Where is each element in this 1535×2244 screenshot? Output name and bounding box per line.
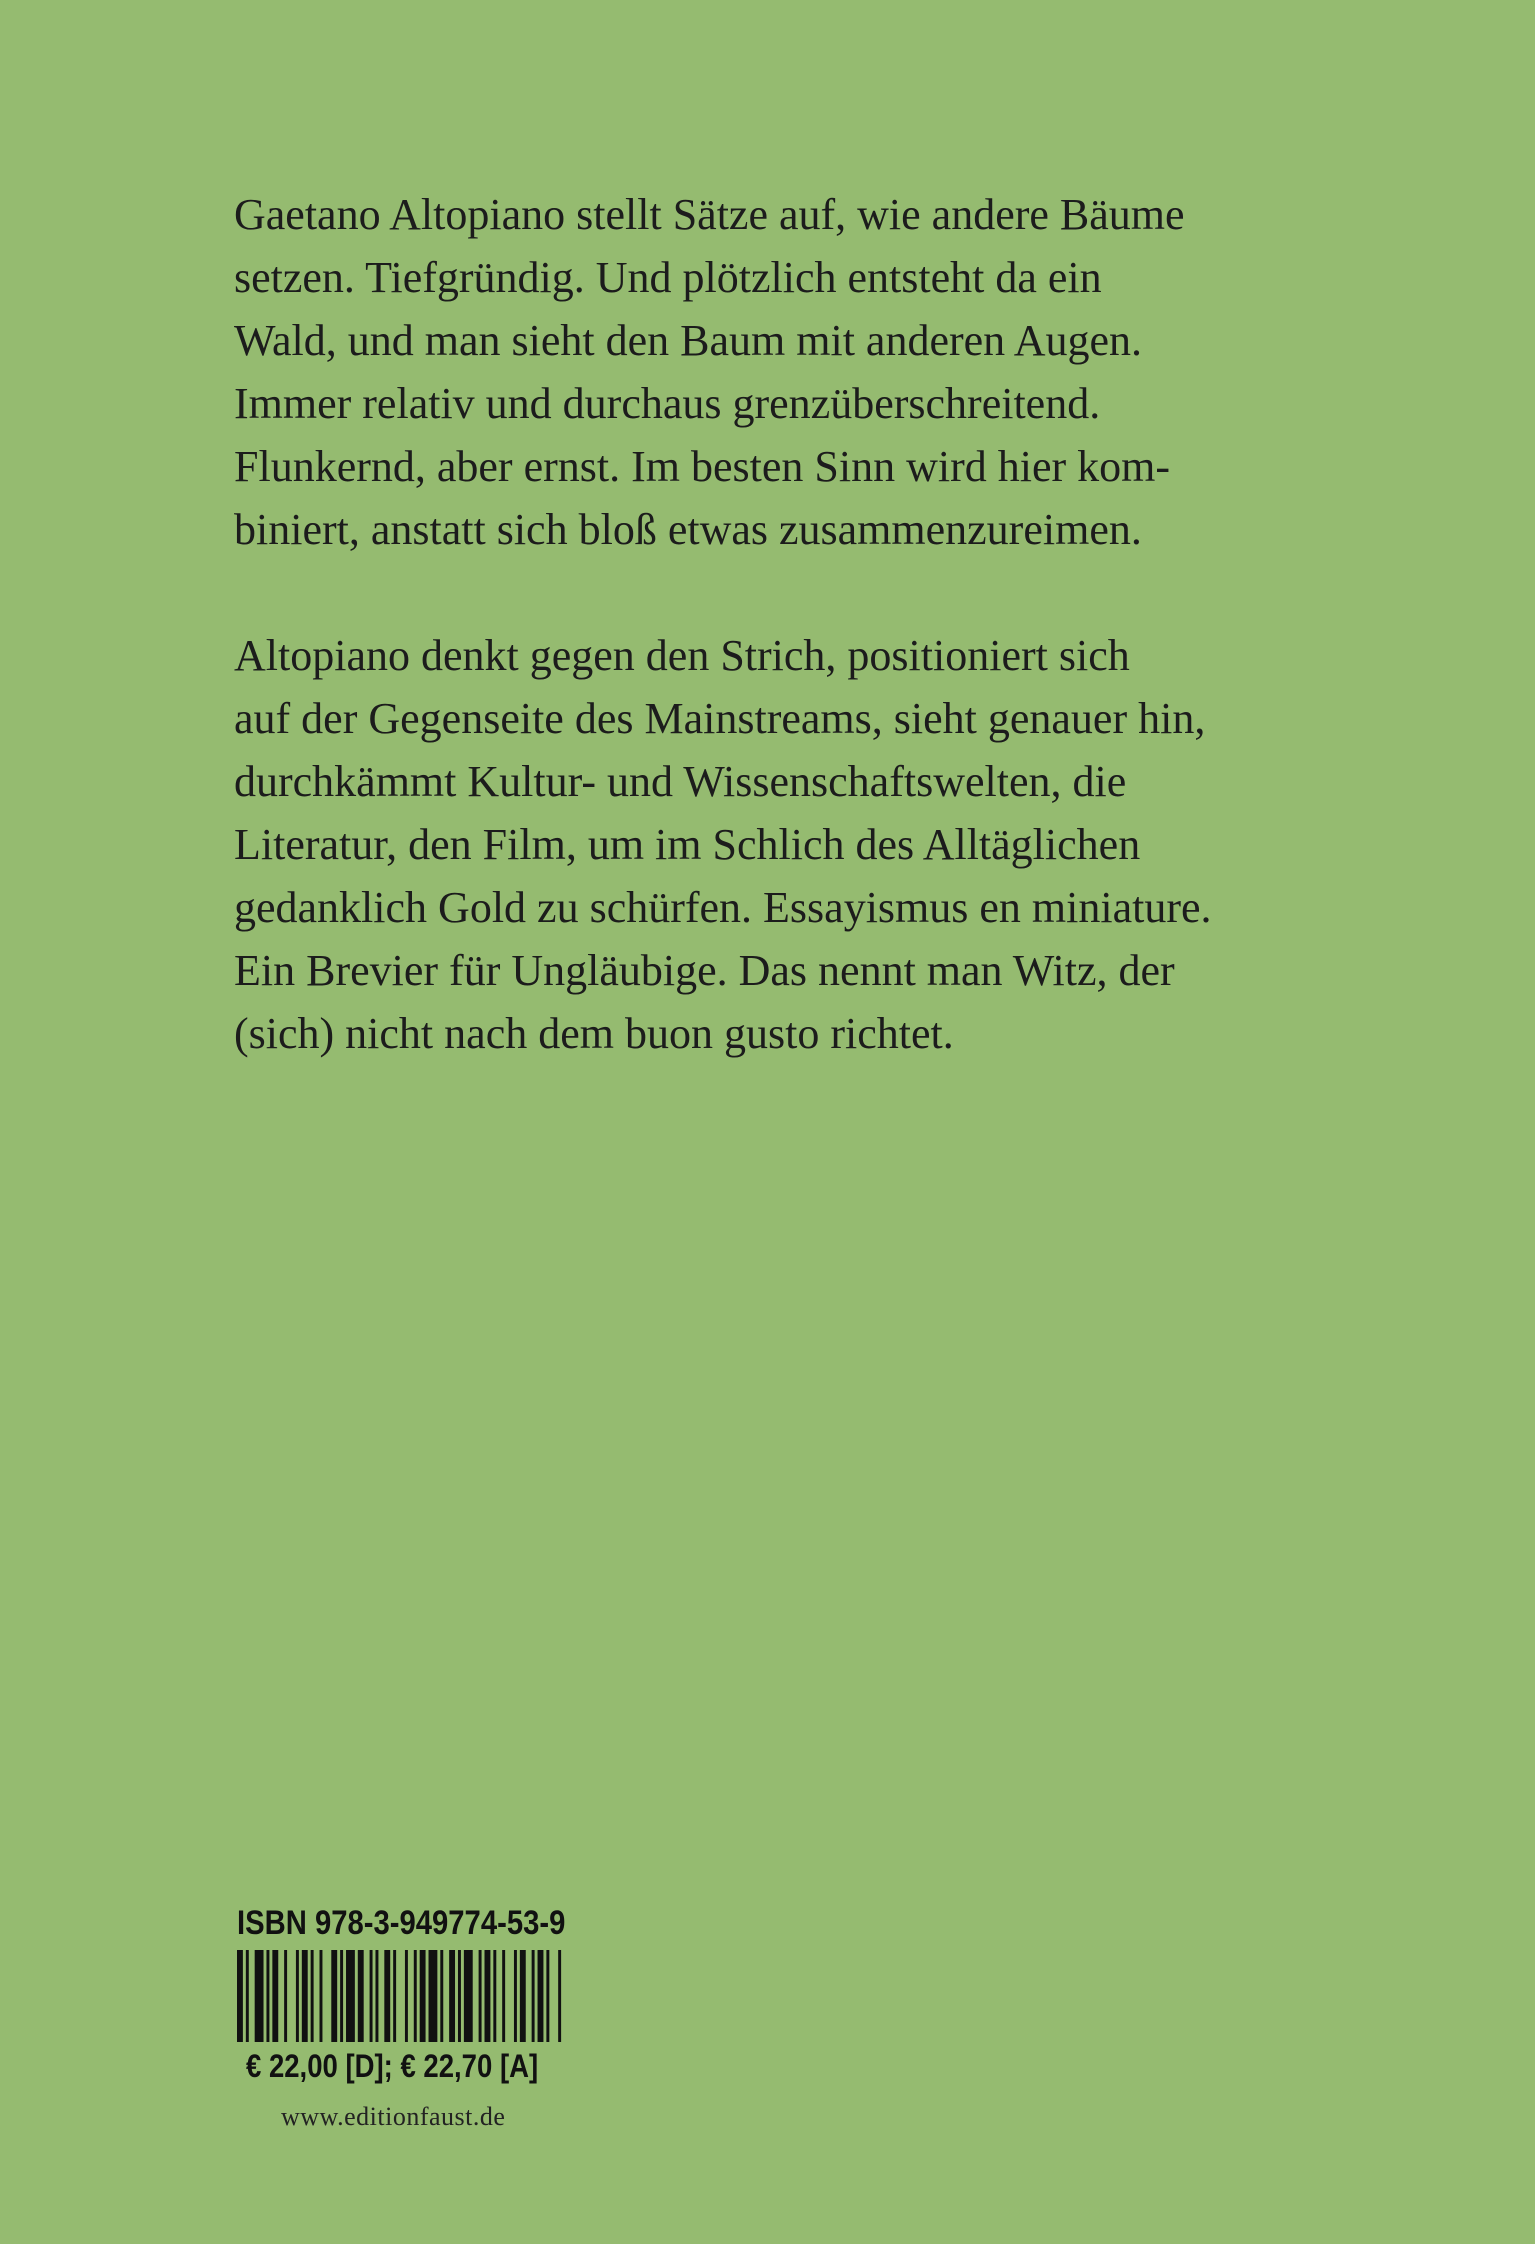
blurb-line: Immer relativ und durchaus grenzüberschreitend. [234, 379, 1101, 428]
isbn-label: ISBN 978-3-949774-53-9 [237, 1904, 566, 1942]
barcode-bar [393, 1950, 396, 2042]
barcode-bar [320, 1950, 323, 2042]
blurb-paragraph-1 [234, 183, 1294, 561]
blurb-line: durchkämmt Kultur- und Wissenschaftswelten, die [234, 757, 1127, 806]
barcode-bar [284, 1950, 287, 2042]
barcode-bar [237, 1950, 243, 2042]
blurb-line: biniert, anstatt sich bloß etwas zusammenzureimen. [234, 505, 1142, 554]
barcode-bar [311, 1950, 314, 2042]
blurb-line: Ein Brevier für Ungläubige. Das nennt man Witz, der [234, 946, 1175, 995]
barcode-bar [302, 1950, 308, 2042]
barcode-bar [272, 1950, 278, 2042]
blurb-line: setzen. Tiefgründig. Und plötzlich entsteht da ein [234, 253, 1102, 302]
barcode-bar [384, 1950, 390, 2042]
barcode-bar [375, 1950, 378, 2042]
barcode-bar [479, 1950, 482, 2042]
barcode-bar [514, 1950, 517, 2042]
blurb-line: gedanklich Gold zu schürfen. Essayismus en miniature. [234, 883, 1212, 932]
blurb-line: auf der Gegenseite des Mainstreams, sieht genauer hin, [234, 694, 1206, 743]
barcode-bar [558, 1950, 561, 2042]
barcode-bar [255, 1950, 264, 2042]
blurb-line: Altopiano denkt gegen den Strich, positioniert sich [234, 631, 1130, 680]
barcode-bar [358, 1950, 364, 2042]
barcode-bar [464, 1950, 473, 2042]
blurb-line: Wald, und man sieht den Baum mit anderen Augen. [234, 316, 1143, 365]
blurb-line: Flunkernd, aber ernst. Im besten Sinn wird hier kom- [234, 442, 1171, 491]
barcode [237, 1950, 567, 2042]
barcode-bar [346, 1950, 355, 2042]
barcode-bar [538, 1950, 544, 2042]
barcode-bar [485, 1950, 491, 2042]
blurb-line: (sich) nicht nach dem buon gusto richtet. [234, 1009, 954, 1058]
blurb-line: Gaetano Altopiano stellt Sätze auf, wie andere Bäume [234, 190, 1185, 239]
barcode-bar [520, 1950, 526, 2042]
barcode-bar [429, 1950, 438, 2042]
blurb-line: Literatur, den Film, um im Schlich des Alltäglichen [234, 820, 1141, 869]
barcode-bar [414, 1950, 417, 2042]
barcode-bar [502, 1950, 505, 2042]
barcode-bar [340, 1950, 343, 2042]
barcode-bar [246, 1950, 249, 2042]
barcode-bar [420, 1950, 426, 2042]
barcode-bar [493, 1950, 496, 2042]
barcode-bar [370, 1950, 373, 2042]
barcode-bar [458, 1950, 461, 2042]
barcode-bar [405, 1950, 408, 2042]
barcode-bar [449, 1950, 455, 2042]
barcode-bar [532, 1950, 535, 2042]
barcode-bar [331, 1950, 337, 2042]
barcode-bar [440, 1950, 443, 2042]
publisher-website: www.editionfaust.de [281, 2102, 506, 2131]
blurb-paragraph-2 [234, 624, 1294, 1065]
price-label: € 22,00 [D]; € 22,70 [A] [246, 2048, 539, 2084]
barcode-bar [266, 1950, 269, 2042]
barcode-bar [296, 1950, 299, 2042]
barcode-bar [546, 1950, 549, 2042]
